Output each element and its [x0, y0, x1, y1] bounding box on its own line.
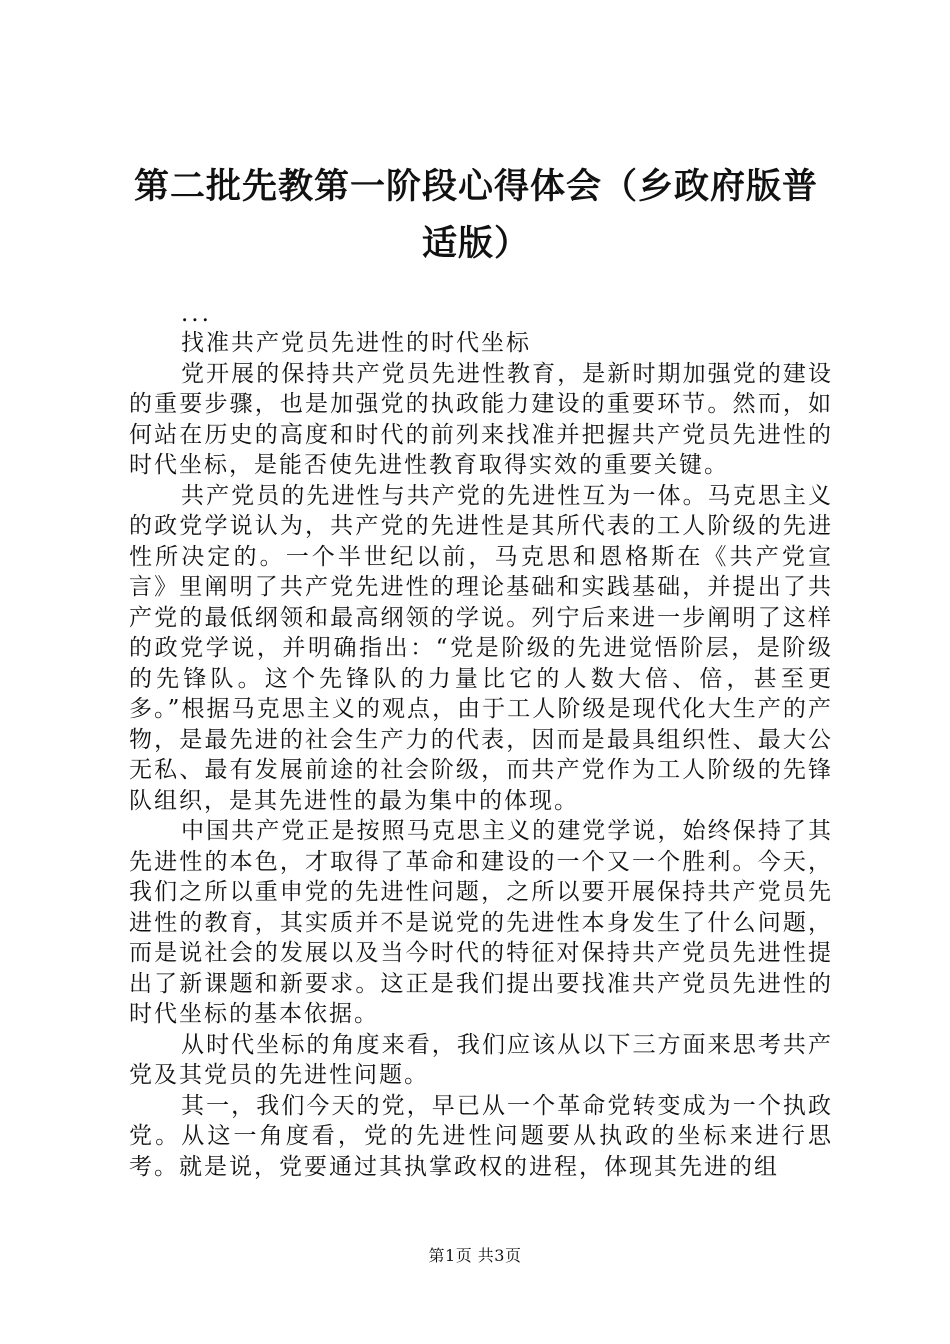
paragraph: 共产党员的先进性与共产党的先进性互为一体。马克思主义的政党学说认为，共产党的先进性是其所代表的工人阶级的先进性所决定的。一个半世纪以前，马克思和恩格斯在《共产党宣言》里阐明了共产党先进性的理论基础和实践基础，并提出了共产党的最低纲领和最高纲领的学说。列宁后来进一步阐明了这样的政党学说，并明确指出：“党是阶级的先进觉悟阶层，是阶级的先锋队。这个先锋队的力量比它的人数大倍、倍，甚至更多。”根据马克思主义的观点，由于工人阶级是现代化大生产的产物，是最先进的社会生产力的代表，因而是最具组织性、最大公无私、最有发展前途的社会阶级，而共产党作为工人阶级的先锋队组织，是其先进性的最为集中的体现。 [129, 482, 833, 814]
paragraph: 从时代坐标的角度来看，我们应该从以下三方面来思考共产党及其党员的先进性问题。 [129, 1031, 833, 1088]
page-footer: 第1页 共3页 [428, 1246, 522, 1265]
paragraph: 其一，我们今天的党，早已从一个革命党转变成为一个执政党。从这一角度看，党的先进性问题要从执政的坐标来进行思考。就是说，党要通过其执掌政权的进程，体现其先进的组 [129, 1092, 833, 1180]
ellipsis-marker: ... [181, 301, 212, 327]
document-body [129, 300, 833, 1182]
paragraph: 中国共产党正是按照马克思主义的建党学说，始终保持了其先进性的本色，才取得了革命和建设的一个又一个胜利。今天，我们之所以重申党的先进性问题，之所以要开展保持共产党员先进性的教育，其实质并不是说党的先进性本身发生了什么问题，而是说社会的发展以及当今时代的特征对保持共产党员先进性提出了新课题和新要求。这正是我们提出要找准共产党员先进性的时代坐标的基本依据。 [129, 818, 833, 1027]
section-heading: 找准共产党员先进性的时代坐标 [181, 330, 531, 356]
paragraph: 党开展的保持共产党员先进性教育，是新时期加强党的建设的重要步骤，也是加强党的执政能力建设的重要环节。然而，如何站在历史的高度和时代的前列来找准并把握共产党员先进性的时代坐标，是能否使先进性教育取得实效的重要关键。 [129, 360, 833, 478]
document-title: 第二批先教第一阶段心得体会（乡政府版普适版） [133, 166, 818, 264]
